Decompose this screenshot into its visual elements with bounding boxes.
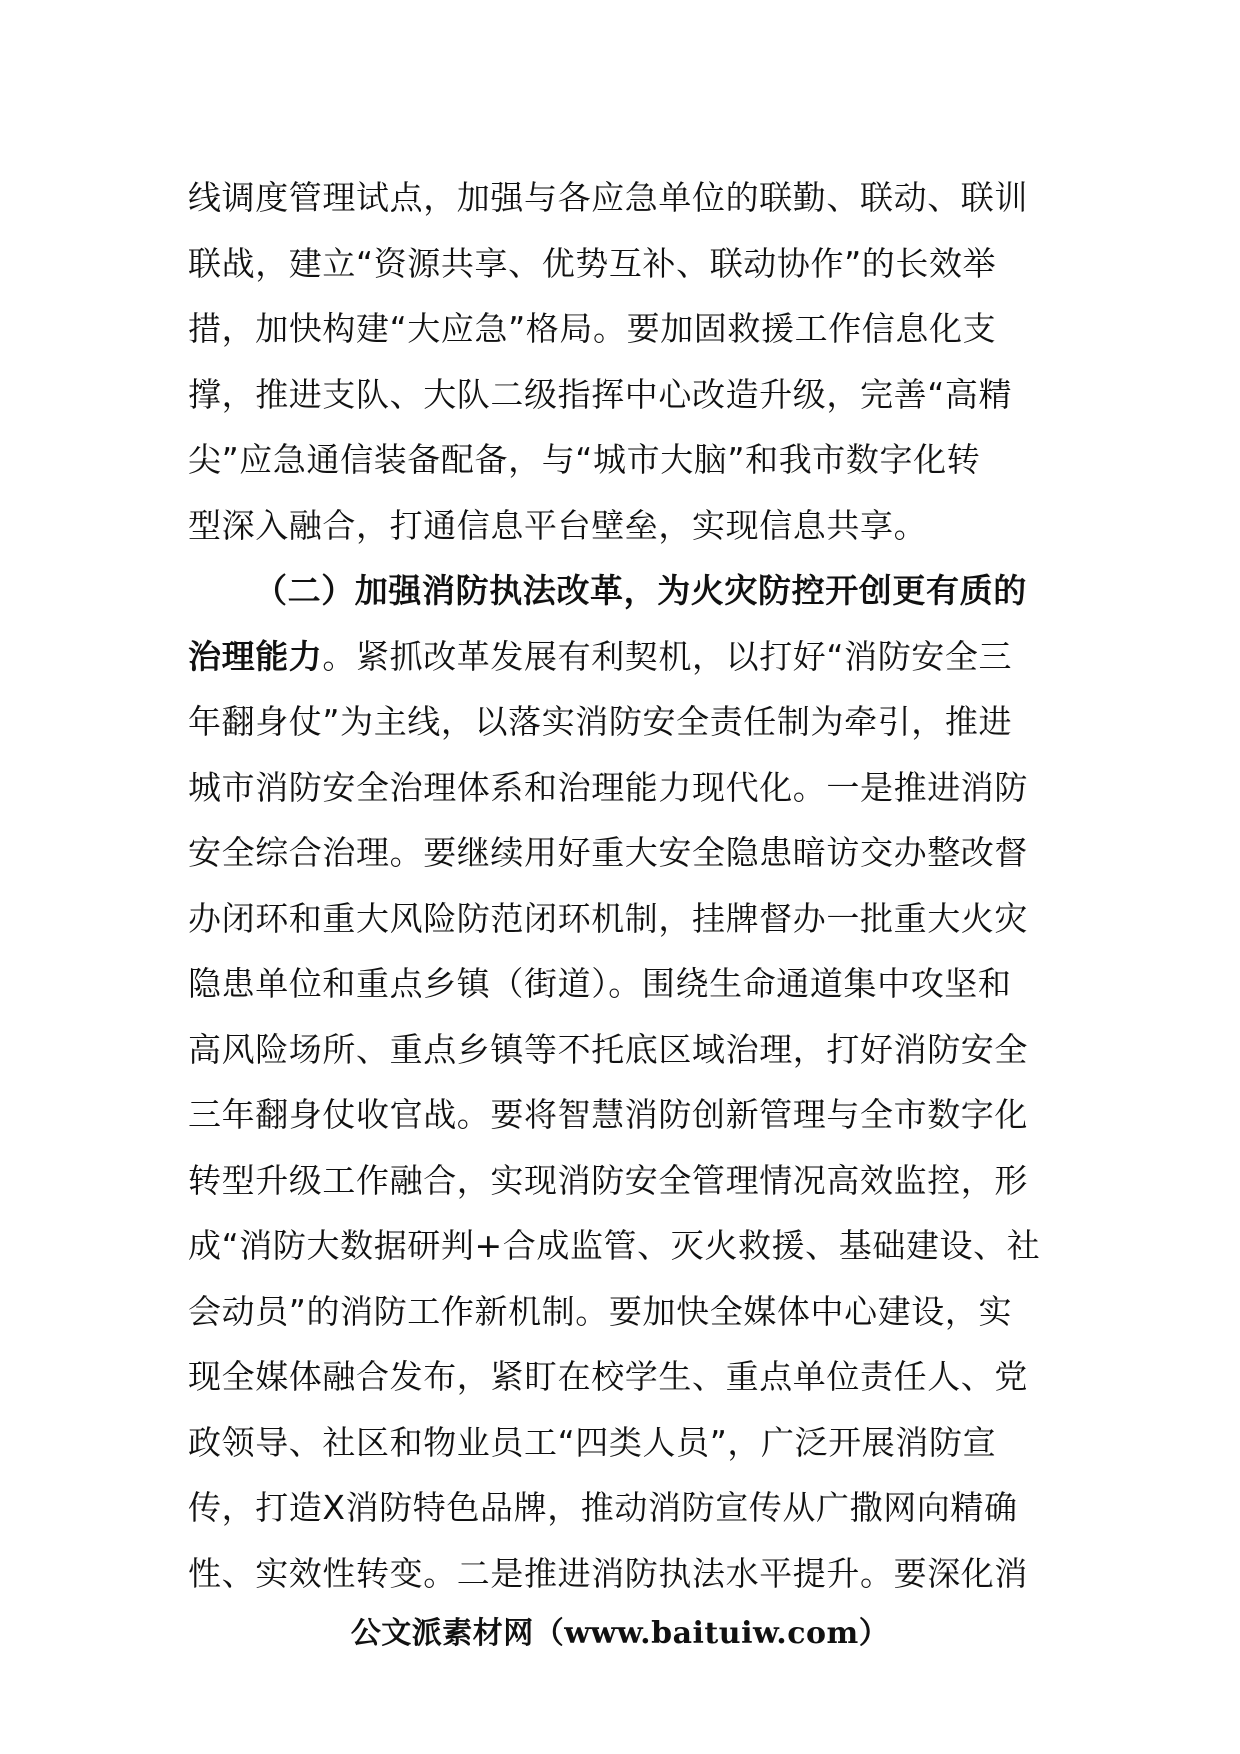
paragraph-line: 撑，推进支队、大队二级指挥中心改造升级，完善“高精 <box>188 374 1013 414</box>
paragraph-line: 性、实效性转变。二是推进消防执法水平提升。要深化消 <box>188 1553 1028 1593</box>
paragraph-line: 高风险场所、重点乡镇等不托底区域治理，打好消防安全 <box>188 1029 1028 1069</box>
paragraph-line: 转型升级工作融合，实现消防安全管理情况高效监控，形 <box>188 1160 1028 1200</box>
paragraph-line: 年翻身仗”为主线，以落实消防安全责任制为牵引，推进 <box>188 702 1013 741</box>
footer-watermark: 公文派素材网（www.baituiw.com） <box>350 1616 890 1651</box>
paragraph-line: 办闭环和重大风险防范闭环机制，挂牌督办一批重大火灾 <box>188 898 1028 938</box>
paragraph-line: 型深入融合，打通信息平台壁垒，实现信息共享。 <box>188 505 928 545</box>
paragraph-line: 联战，建立“资源共享、优势互补、联动协作”的长效举 <box>188 243 997 283</box>
paragraph-line: 安全综合治理。要继续用好重大安全隐患暗访交办整改督 <box>188 833 1028 872</box>
paragraph-line: 城市消防安全治理体系和治理能力现代化。一是推进消防 <box>188 767 1028 807</box>
paragraph-line: 三年翻身仗收官战。要将智慧消防创新管理与全市数字化 <box>188 1095 1028 1134</box>
paragraph-line: 尖”应急通信装备配备，与“城市大脑”和我市数字化转 <box>188 440 981 479</box>
paragraph-line: 政领导、社区和物业员工“四类人员”，广泛开展消防宣 <box>188 1422 997 1462</box>
section-heading-continuation <box>188 624 1058 690</box>
paragraph-line: 线调度管理试点，加强与各应急单位的联勤、联动、联训 <box>188 178 1028 217</box>
paragraph-line: 现全媒体融合发布，紧盯在校学生、重点单位责任人、党 <box>188 1357 1028 1396</box>
paragraph-line: 成“消防大数据研判+合成监管、灭火救援、基础建设、社 <box>188 1226 1041 1265</box>
paragraph-line: 隐患单位和重点乡镇（街道）。围绕生命通道集中攻坚和 <box>188 964 1012 1003</box>
paragraph-text: 。紧抓改革发展有利契机，以打好“消防安全三 <box>322 636 1013 676</box>
paragraph-line: 措，加快构建“大应急”格局。要加固救援工作信息化支 <box>188 309 997 348</box>
paragraph-line: 传，打造Ⅹ消防特色品牌，推动消防宣传从广撒网向精确 <box>188 1488 1018 1527</box>
section-heading-tail: 治理能力 <box>188 636 323 676</box>
document-body <box>188 165 1058 1606</box>
paragraph-line: 会动员”的消防工作新机制。要加快全媒体中心建设，实 <box>188 1291 1013 1331</box>
section-heading: （二）加强消防执法改革，为火灾防控开创更有质的 <box>254 571 1027 610</box>
